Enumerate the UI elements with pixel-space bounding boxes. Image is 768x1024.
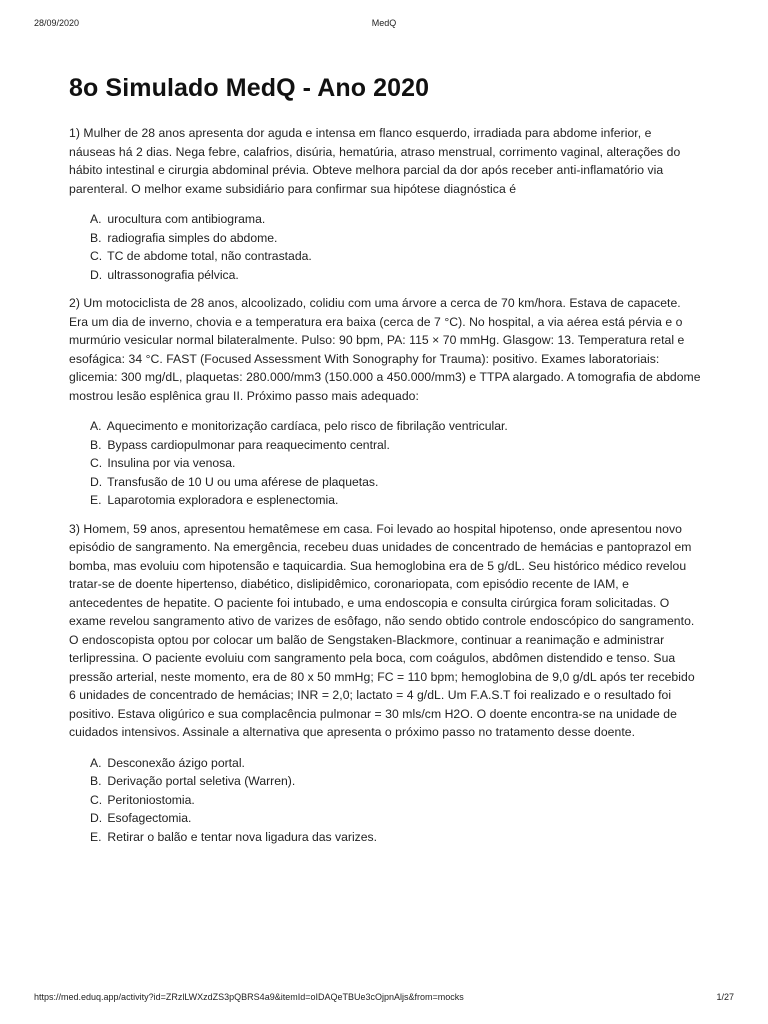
option-text: ultrassonografia pélvica. (107, 267, 239, 282)
print-title: MedQ (371, 18, 397, 28)
option-letter: C. (90, 249, 103, 263)
option-letter: A. (90, 755, 102, 770)
option-letter: D. (90, 474, 103, 489)
option-d[interactable] (90, 809, 701, 828)
option-letter: A. (90, 419, 102, 433)
option-text: urocultura com antibiograma. (107, 212, 266, 226)
question-3 (69, 520, 701, 847)
option-a[interactable] (90, 417, 701, 436)
option-d[interactable] (90, 473, 701, 492)
option-a[interactable] (90, 210, 701, 229)
option-text: radiografia simples do abdome. (107, 230, 278, 245)
page-number: 1/27 (716, 992, 734, 1002)
option-b[interactable] (90, 772, 701, 791)
option-text: Laparotomia exploradora e esplenectomia. (107, 493, 339, 507)
option-letter: C. (90, 456, 103, 470)
option-b[interactable] (90, 436, 701, 455)
option-b[interactable] (90, 229, 701, 248)
option-text: Derivação portal seletiva (Warren). (107, 774, 296, 788)
option-d[interactable] (90, 266, 701, 285)
option-letter: C. (90, 792, 103, 807)
option-e[interactable] (90, 491, 701, 510)
question-stem: 2) Um motociclista de 28 anos, alcoolizado, colidiu com uma árvore a cerca de 70 km/hora. Estava de capacete. Era um dia de inverno, chovia e a temperatura era baixa (cerca de 7 °C). No hospital, a via aérea está pérvia e o murmúrio vesicular normal bilateralmente. Pulso: 90 bpm, PA: 115 × 70 mmHg. Glasgow: 13. Temperatura retal e esofágica: 34 °C. FAST (Focused Assessment With Sonography for Trauma): positivo. Exames laboratoriais: glicemia: 300 mg/dL, plaquetas: 280.000/mm3 (150.000 a 450.000/mm3) e TTPA alargado. A tomografia de abdome mostrou lesão esplênica grau II. Próximo passo mais adequado: (69, 296, 701, 403)
question-stem: 1) Mulher de 28 anos apresenta dor aguda e intensa em flanco esquerdo, irradiada para abdome inferior, e náuseas há 2 dias. Nega febre, calafrios, disúria, hematúria, atraso menstrual, corrimento vaginal, alterações do hábito intestinal e cirurgia abdominal prévia. Obteve melhora parcial da dor após receber anti-inflamatório via parenteral. O melhor exame subsidiário para confirmar sua hipótese diagnóstica é (69, 126, 681, 196)
option-letter: B. (90, 437, 102, 452)
print-footer (34, 992, 734, 1006)
question-1 (69, 124, 701, 284)
option-letter: D. (90, 267, 103, 282)
option-c[interactable] (90, 791, 701, 810)
option-text: Esofagectomia. (107, 811, 192, 825)
document-content (69, 72, 701, 856)
option-text: Retirar o balão e tentar nova ligadura das varizes. (107, 829, 378, 844)
options-list (69, 754, 701, 847)
option-text: Desconexão ázigo portal. (107, 755, 245, 770)
print-date: 28/09/2020 (34, 18, 80, 28)
option-e[interactable] (90, 828, 701, 847)
option-letter: D. (90, 811, 103, 825)
question-2 (69, 294, 701, 510)
option-text: Transfusão de 10 U ou uma aférese de plaquetas. (107, 474, 379, 489)
page-title: 8o Simulado MedQ - Ano 2020 (69, 74, 430, 102)
options-list (69, 417, 701, 510)
option-text: TC de abdome total, não contrastada. (107, 249, 312, 263)
option-letter: E. (90, 829, 102, 844)
option-letter: B. (90, 774, 102, 788)
print-header (34, 18, 734, 32)
option-letter: A. (90, 212, 102, 226)
option-c[interactable] (90, 454, 701, 473)
option-letter: B. (90, 230, 102, 245)
option-letter: E. (90, 493, 102, 507)
option-text: Peritoniostomia. (107, 792, 195, 807)
option-text: Aquecimento e monitorização cardíaca, pelo risco de fibrilação ventricular. (106, 419, 508, 433)
option-a[interactable] (90, 754, 701, 773)
option-c[interactable] (90, 247, 701, 266)
question-stem: 3) Homem, 59 anos, apresentou hematêmese em casa. Foi levado ao hospital hipotenso, onde apresentou novo episódio de sangramento. Na emergência, recebeu duas unidades de concentrado de hemácias e pantoprazol em bomba, mas evoluiu com hipotensão e taquicardia. Sua hemoglobina era de 5 g/dL. Seu histórico médico revelou tratar-se de doente hipertenso, diabético, dislipidêmico, coronariopata, com episódio recente de IAM, e antecedentes de hepatite. O paciente foi intubado, e uma endoscopia e consulta cirúrgica foram solicitadas. O exame revelou sangramento ativo de varizes de esôfago, não sendo obtido controle endoscópico do sangramento. O endoscopista optou por colocar um balão de Sengstaken-Blackmore, continuar a reanimação e administrar terlipressina. O paciente evoluiu com sangramento pela boca, com coágulos, abdômen distendido e tenso. Sua pressão arterial, neste momento, era de 80 x 50 mmHg; FC = 110 bpm; hemoglobina de 9,0 g/dL após ter recebido 6 unidades de concentrado de hemácias; INR = 2,0; lactato = 4 g/dL. Um F.A.S.T foi realizado e o resultado foi positivo. Estava oligúrico e sua complacência pulmonar = 30 mls/cm H2O. O doente encontra-se na unidade de cuidados intensivos. Assinale a alternativa que apresenta o próximo passo no tratamento desse doente. (69, 521, 695, 739)
option-text: Insulina por via venosa. (107, 456, 236, 470)
page-url: https://med.eduq.app/activity?id=ZRzlLWXzdZS3pQBRS4a9&itemId=oIDAQeTBUe3cOjpnAljs&from=mocks (34, 992, 464, 1002)
option-text: Bypass cardiopulmonar para reaquecimento central. (107, 437, 390, 452)
options-list (69, 210, 701, 284)
